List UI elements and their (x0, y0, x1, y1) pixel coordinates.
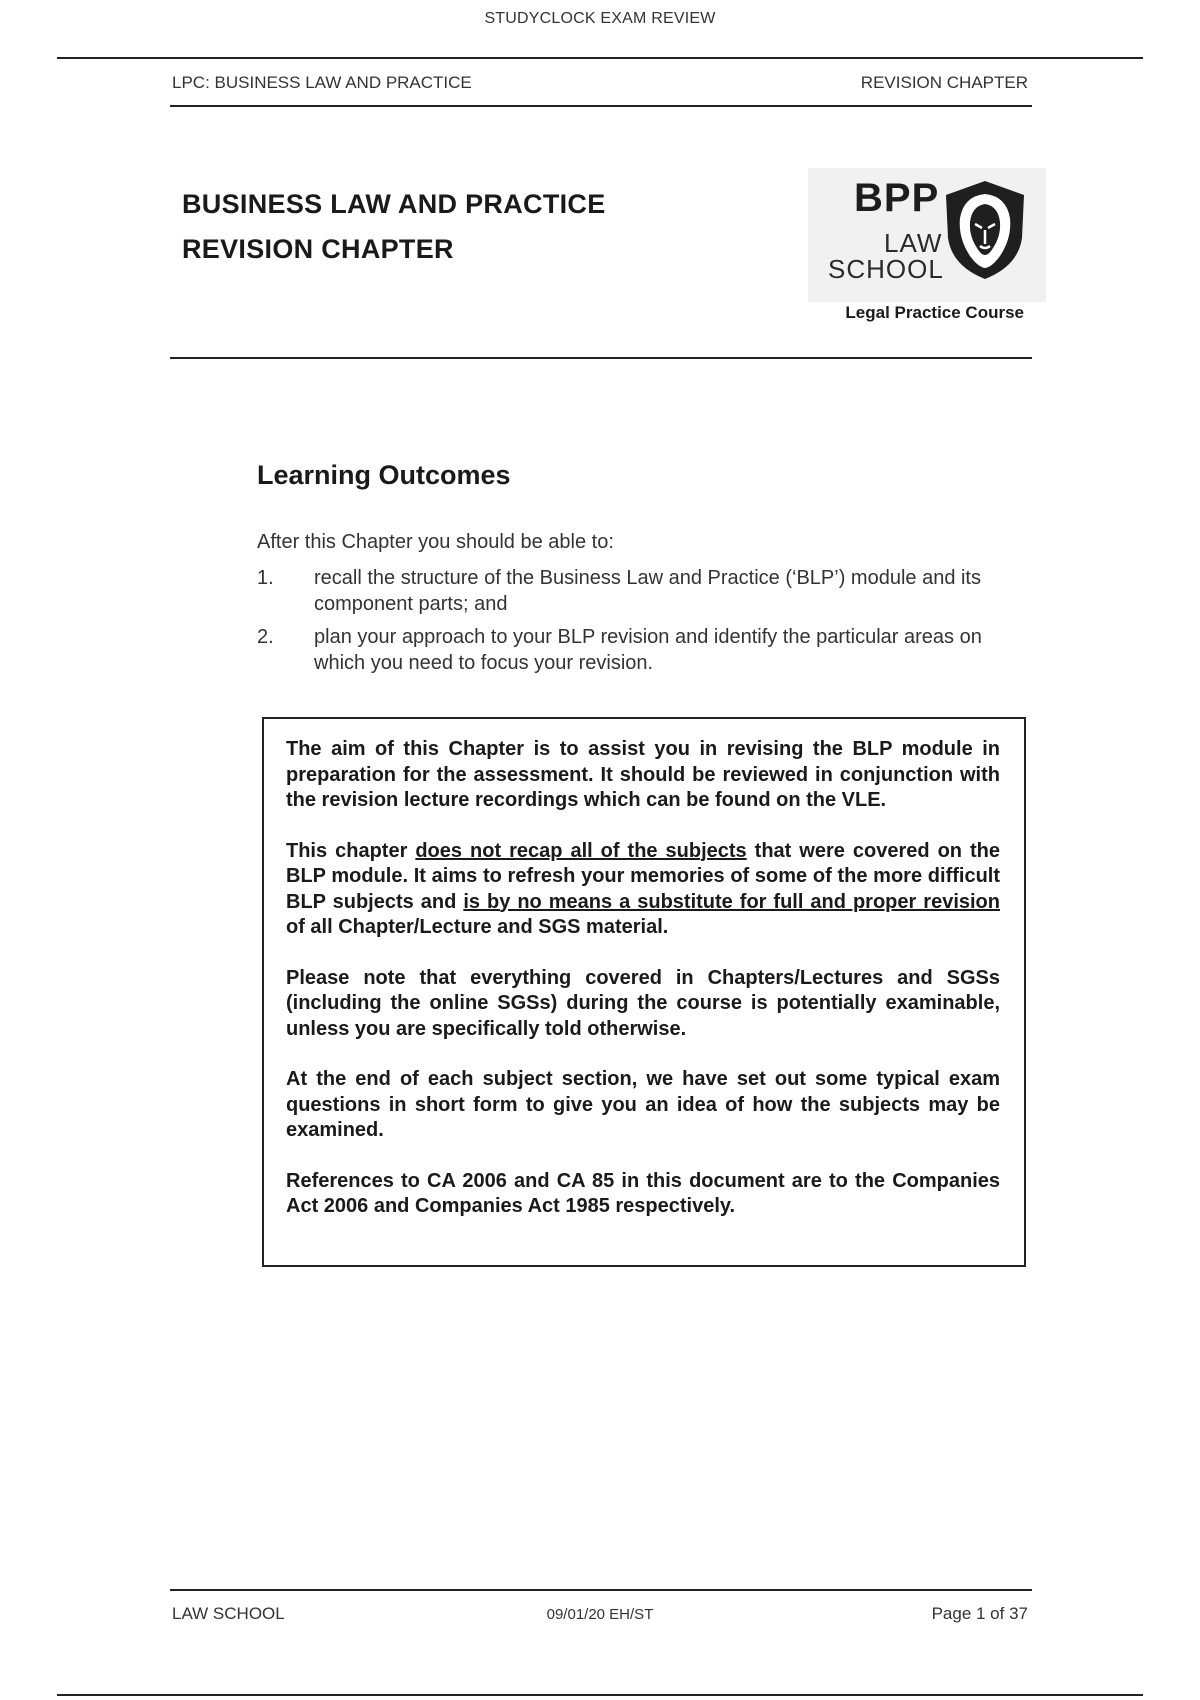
notice-scope-text-3: of all Chapter/Lecture and SGS material. (286, 916, 669, 938)
running-header-right: REVISION CHAPTER (860, 73, 1028, 92)
notice-paragraph-references: References to CA 2006 and CA 85 in this document are to the Companies Act 2006 and Companies Act 1985 respectively. (286, 1169, 1000, 1217)
title-divider (170, 357, 1032, 359)
notice-scope-text-2: that were covered on the BLP module. It aims to refresh your memories of some of the more difficult BLP subjects and (286, 839, 1000, 913)
list-item-text: recall the structure of the Business Law and Practice (‘BLP’) module and its component parts; and (314, 567, 981, 615)
learning-outcomes-intro: After this Chapter you should be able to: (257, 531, 614, 553)
document-title (182, 182, 606, 272)
running-header-left: LPC: BUSINESS LAW AND PRACTICE (172, 73, 472, 92)
notice-scope-emphasis-2: is by no means a substitute for full and proper revision (463, 890, 1000, 913)
notice-paragraph-questions: At the end of each subject section, we have set out some typical exam questions in short form to give you an idea of how the subjects may be examined. (286, 1068, 1000, 1141)
notice-scope-emphasis-1: does not recap all of the subjects (415, 839, 747, 862)
page-bottom-divider (57, 1694, 1143, 1696)
list-item (257, 624, 1027, 676)
notice-paragraph-scope (286, 839, 1000, 941)
page-number: Page 1 of 37 (931, 1604, 1028, 1623)
footer-divider (170, 1589, 1032, 1591)
list-item (257, 565, 1027, 617)
site-header: STUDYCLOCK EXAM REVIEW (484, 10, 716, 27)
notice-paragraph-examinable: Please note that everything covered in Chapters/Lectures and SGSs (including the online SGSs) during the course is potentially examinable, unless you are specifically told otherwise. (286, 966, 1000, 1040)
bpp-law-school-logo (808, 168, 1046, 302)
logo-law-text: LAW (884, 228, 943, 258)
title-line-2: REVISION CHAPTER (182, 234, 454, 264)
list-item-text: plan your approach to your BLP revision and identify the particular areas on which you need to focus your revision. (314, 626, 982, 674)
notice-scope-text-1: This chapter (286, 839, 416, 862)
logo-bpp-text: BPP (854, 176, 940, 220)
notice-paragraph-aim: The aim of this Chapter is to assist you in revising the BLP module in preparation for the assessment. It should be reviewed in conjunction with the revision lecture recordings which can be found on the VLE. (286, 738, 1000, 811)
footer-date-code: 09/01/20 EH/ST (546, 1606, 654, 1623)
course-label: Legal Practice Course (845, 303, 1024, 322)
list-item-number: 1. (257, 567, 274, 589)
footer-left: LAW SCHOOL (172, 1604, 285, 1623)
title-line-1: BUSINESS LAW AND PRACTICE (182, 189, 606, 219)
learning-outcomes-heading: Learning Outcomes (257, 460, 511, 490)
learning-outcomes-list (257, 565, 1027, 683)
revision-notice-box (262, 717, 1026, 1267)
running-header-divider (170, 105, 1032, 107)
logo-school-text: SCHOOL (828, 254, 944, 284)
list-item-number: 2. (257, 626, 274, 648)
site-header-divider (57, 57, 1143, 59)
lion-shield-icon (940, 178, 1030, 282)
